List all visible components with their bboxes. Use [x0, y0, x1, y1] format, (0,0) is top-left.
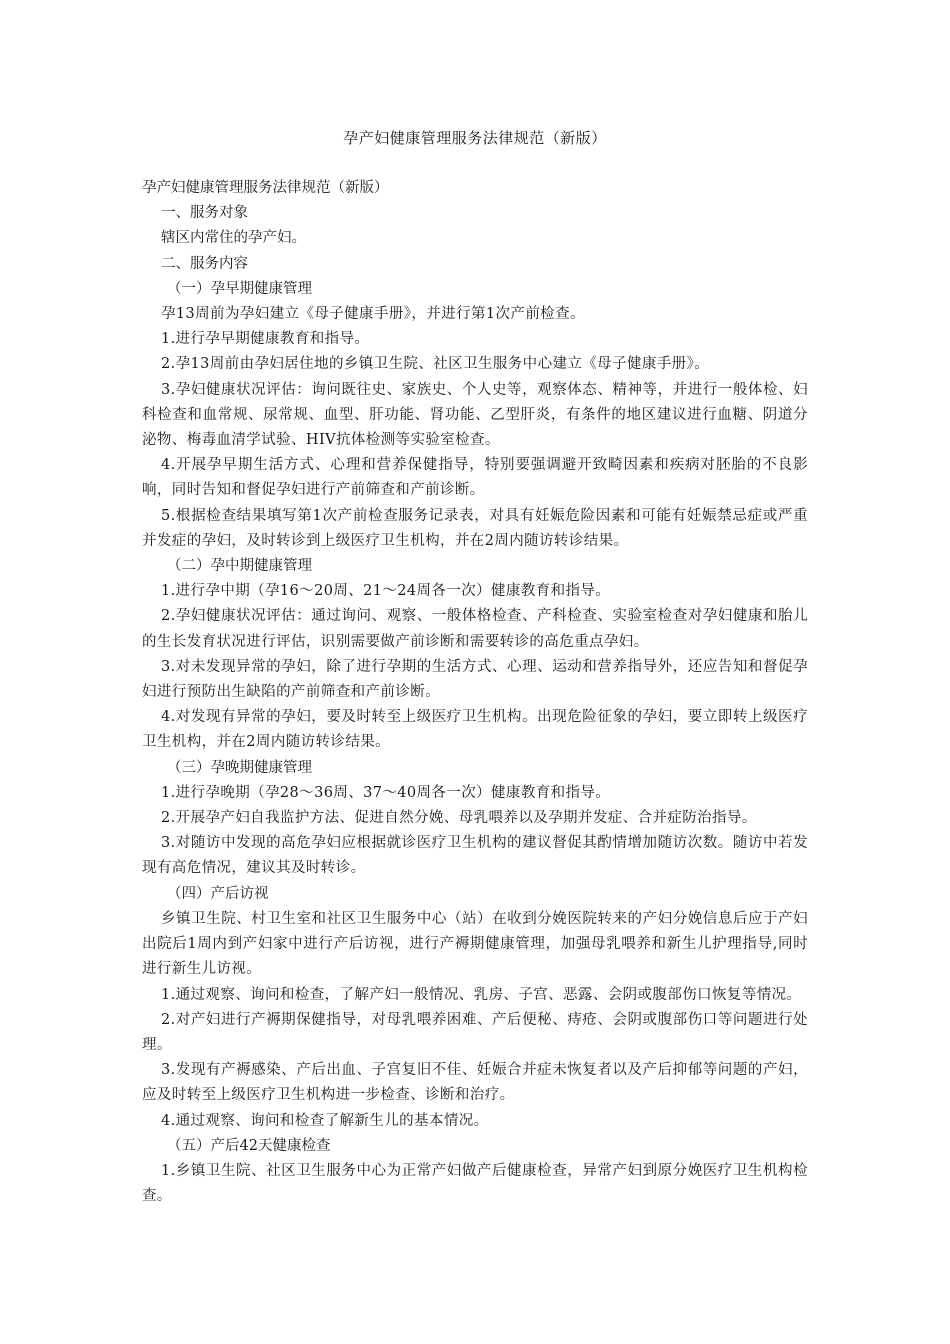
- list-item: 2.对产妇进行产褥期保健指导，对母乳喂养困难、产后便秘、痔疮、会阴或腹部伤口等问题进行处理。: [142, 1011, 808, 1053]
- document-title: 孕产妇健康管理服务法律规范（新版）: [343, 129, 607, 147]
- list-item: 4.对发现有异常的孕妇，要及时转至上级医疗卫生机构。出现危险征象的孕妇，要立即转上级医疗卫生机构，并在2周内随访转诊结果。: [142, 709, 808, 751]
- list-item: 1.通过观察、询问和检查，了解产妇一般情况、乳房、子宫、恶露、会阴或腹部伤口恢复等情况。: [161, 986, 802, 1003]
- list-item: 1.乡镇卫生院、社区卫生服务中心为正常产妇做产后健康检查，异常产妇到原分娩医疗卫生机构检查。: [142, 1162, 808, 1205]
- list-item: 2.孕13周前由孕妇居住地的乡镇卫生院、社区卫生服务中心建立《母子健康手册》。: [161, 356, 710, 373]
- list-item: 1.进行孕中期（孕16～20周、21～24周各一次）健康教育和指导。: [161, 583, 611, 600]
- paragraph: 乡镇卫生院、村卫生室和社区卫生服务中心（站）在收到分娩医院转来的产妇分娩信息后应于产妇出院后1周内到产妇家中进行产后访视，进行产褥期健康管理，加强母乳喂养和新生儿护理指导,同时进行新生儿访视。: [142, 910, 808, 978]
- list-item: 4.通过观察、询问和检查了解新生儿的基本情况。: [161, 1112, 489, 1129]
- document-subtitle: 孕产妇健康管理服务法律规范（新版）: [142, 180, 389, 196]
- list-item: 5.根据检查结果填写第1次产前检查服务记录表，对具有妊娠危险因素和可能有妊娠禁忌症或严重并发症的孕妇，及时转诊到上级医疗卫生机构，并在2周内随访转诊结果。: [142, 507, 808, 549]
- list-item: 3.对随访中发现的高危孕妇应根据就诊医疗卫生机构的建议督促其酌情增加随访次数。随访中若发现有高危情况，建议其及时转诊。: [142, 835, 808, 877]
- subsection-heading: （四）产后访视: [167, 885, 269, 902]
- paragraph: 辖区内常住的孕产妇。: [161, 230, 306, 247]
- list-item: 2.开展孕产妇自我监护方法、促进自然分娩、母乳喂养以及孕期并发症、合并症防治指导。: [161, 810, 757, 827]
- list-item: 2.孕妇健康状况评估：通过询问、观察、一般体格检查、产科检查、实验室检查对孕妇健康和胎儿的生长发育状况进行评估，识别需要做产前诊断和需要转诊的高危重点孕妇。: [142, 608, 808, 650]
- list-item: 3.对未发现异常的孕妇，除了进行孕期的生活方式、心理、运动和营养指导外，还应告知和督促孕妇进行预防出生缺陷的产前筛查和产前诊断。: [142, 658, 808, 701]
- subsection-heading: （三）孕晚期健康管理: [167, 759, 312, 776]
- paragraph: 孕13周前为孕妇建立《母子健康手册》，并进行第1次产前检查。: [161, 306, 585, 323]
- list-item: 1.进行孕晚期（孕28～36周、37～40周各一次）健康教育和指导。: [161, 784, 611, 801]
- subsection-heading: （一）孕早期健康管理: [167, 280, 312, 297]
- list-item: 3.发现有产褥感染、产后出血、子宫复旧不佳、妊娠合并症未恢复者以及产后抑郁等问题的产妇，应及时转至上级医疗卫生机构进一步检查、诊断和治疗。: [142, 1062, 808, 1104]
- section-heading: 一、服务对象: [161, 205, 248, 222]
- subsection-heading: （五）产后42天健康检查: [167, 1137, 331, 1154]
- subsection-heading: （二）孕中期健康管理: [167, 558, 312, 575]
- list-item: 4.开展孕早期生活方式、心理和营养保健指导，特别要强调避开致畸因素和疾病对胚胎的不良影响，同时告知和督促孕妇进行产前筛查和产前诊断。: [142, 457, 808, 499]
- section-heading: 二、服务内容: [161, 255, 248, 272]
- document-body: [142, 176, 808, 1209]
- list-item: 3.孕妇健康状况评估：询问既往史、家族史、个人史等，观察体态、精神等，并进行一般体检、妇科检查和血常规、尿常规、血型、肝功能、肾功能、乙型肝炎，有条件的地区建议进行血糖、阴道分泌物、梅毒血清学试验、HIV抗体检测等实验室检查。: [142, 381, 808, 449]
- list-item: 1.进行孕早期健康教育和指导。: [161, 331, 370, 348]
